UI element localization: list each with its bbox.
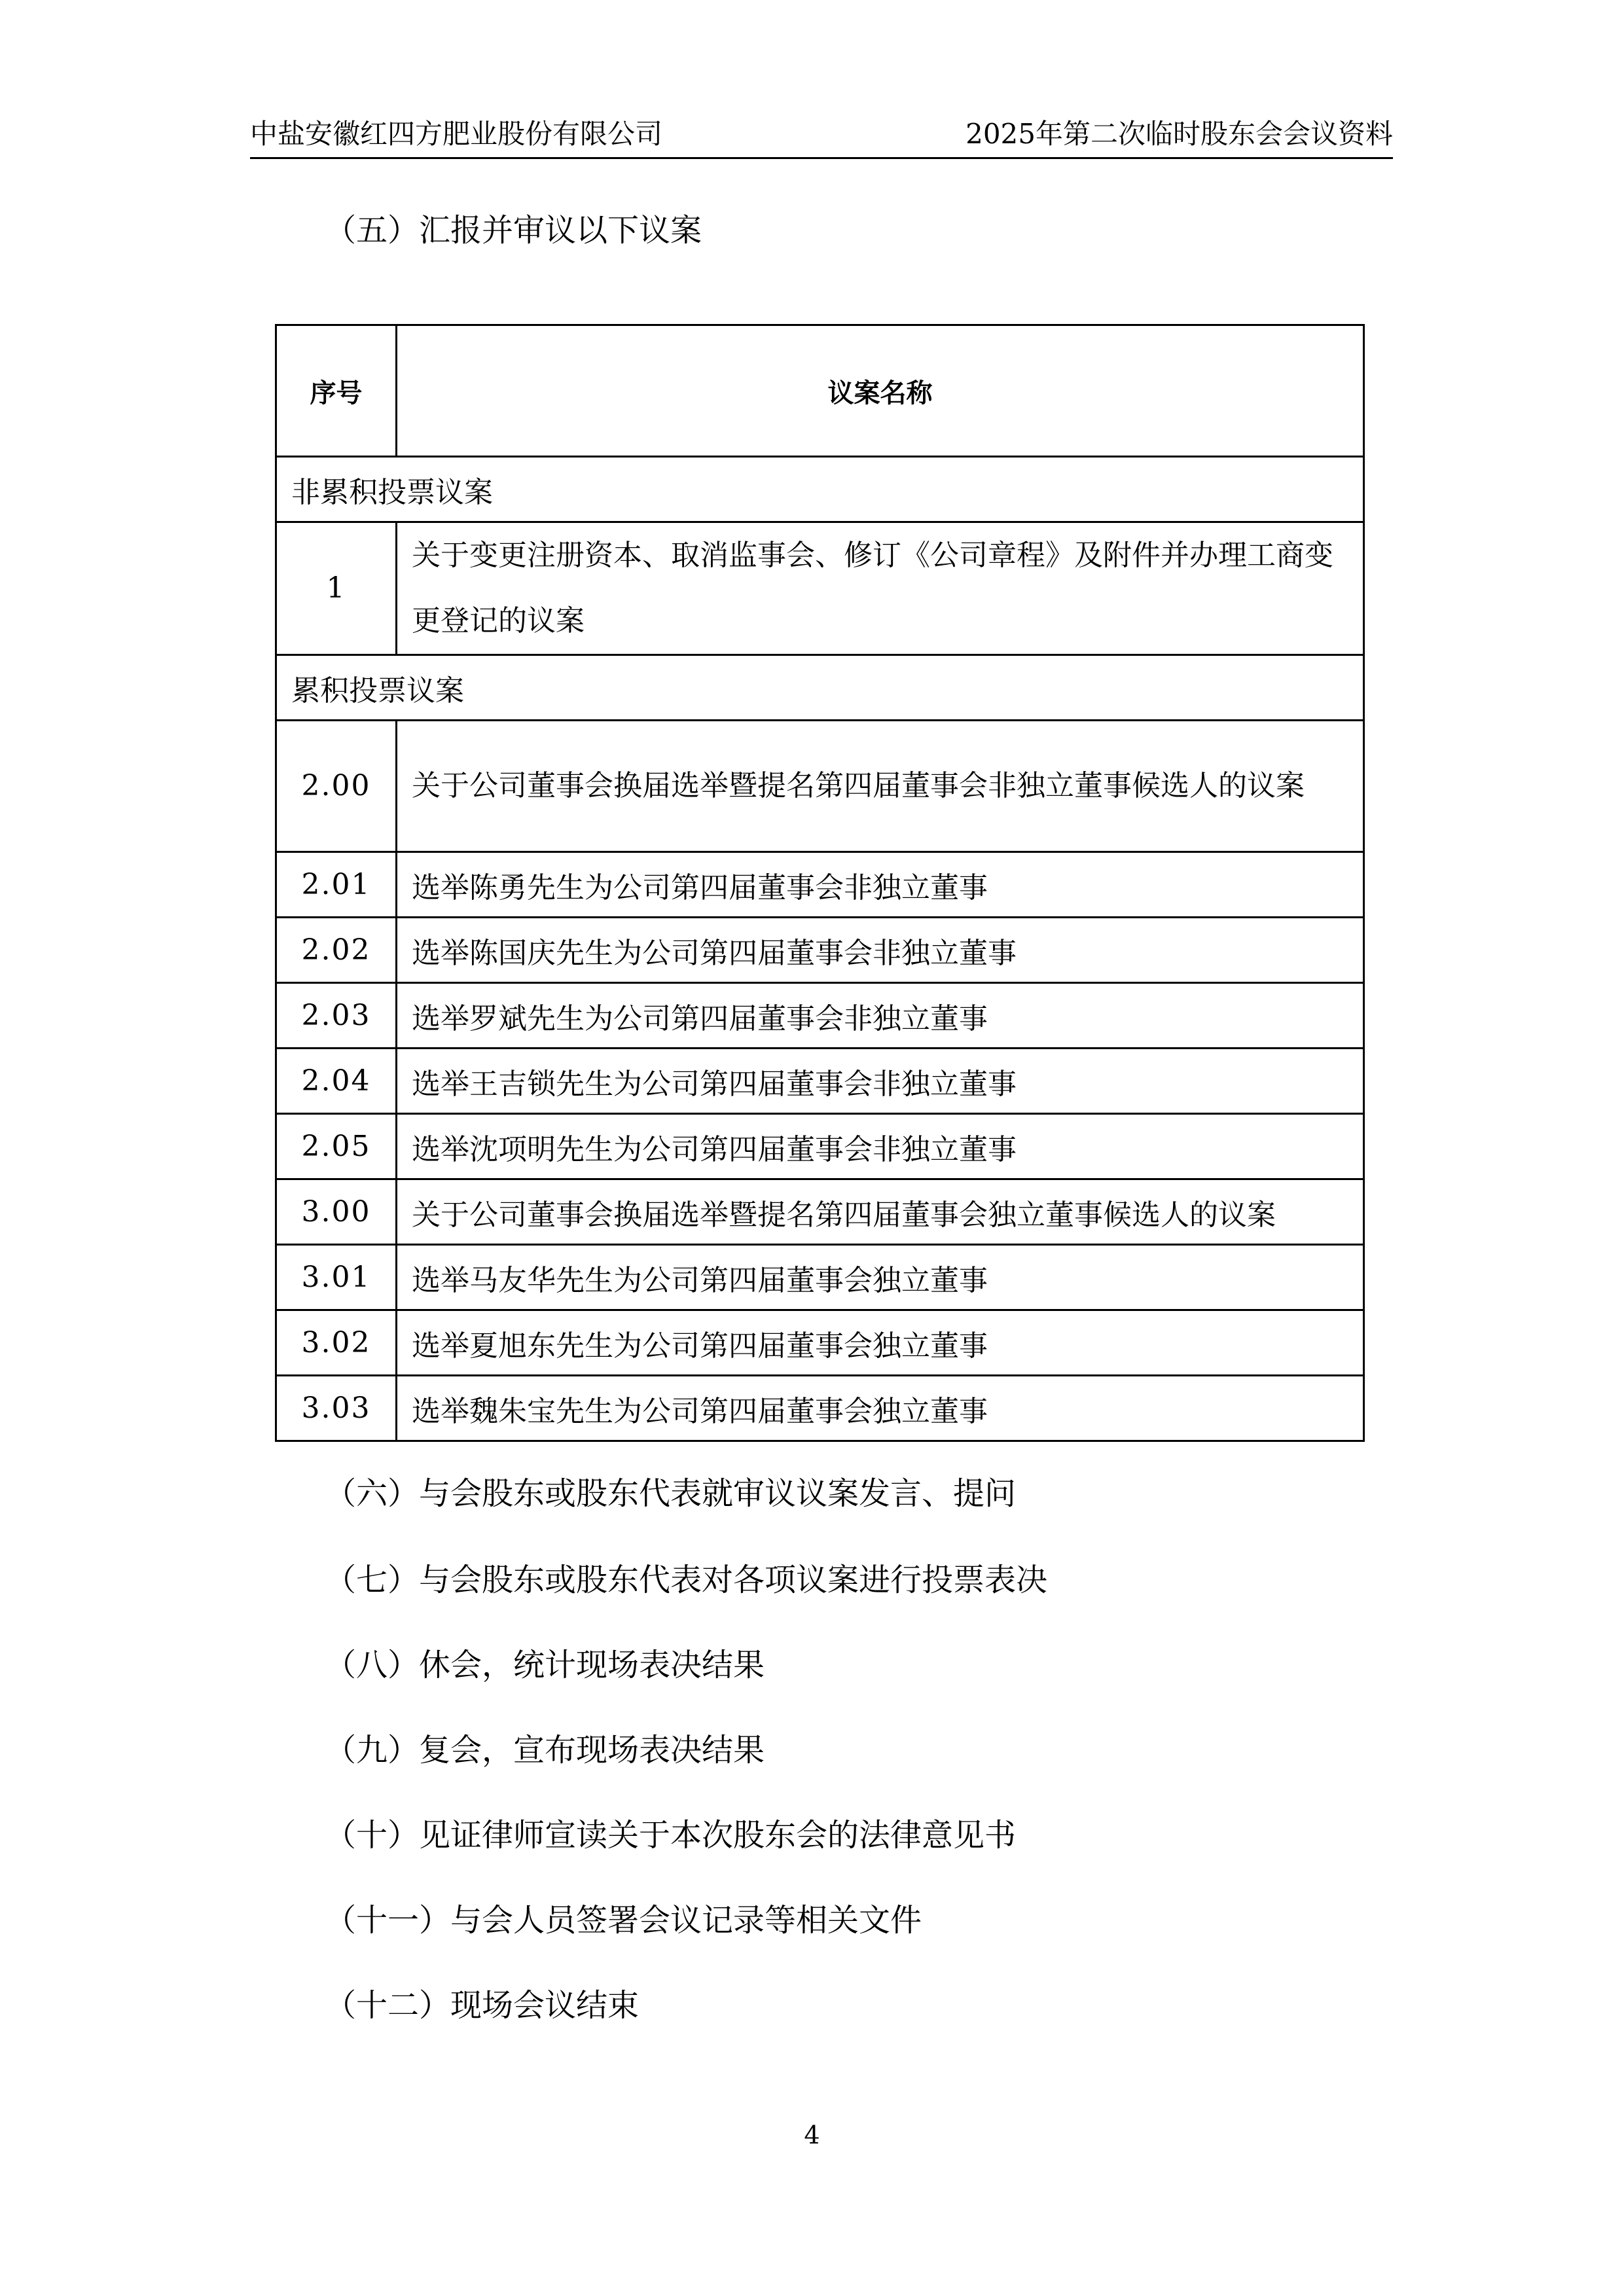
company-name: 中盐安徽红四方肥业股份有限公司	[250, 118, 663, 150]
agenda-item-ten: （十）见证律师宣读关于本次股东会的法律意见书	[325, 1817, 1017, 1854]
agenda-table	[275, 324, 1365, 1442]
row-no: 2.04	[276, 1049, 397, 1114]
row-name: 选举王吉锁先生为公司第四届董事会非独立董事	[397, 1049, 1364, 1114]
row-name: 关于公司董事会换届选举暨提名第四届董事会非独立董事候选人的议案	[397, 721, 1364, 852]
table-row	[276, 1049, 1364, 1114]
non-cumulative-section-row	[276, 457, 1364, 522]
section-five-heading: （五）汇报并审议以下议案	[325, 212, 702, 249]
row-name: 选举陈国庆先生为公司第四届董事会非独立董事	[397, 918, 1364, 983]
table-row	[276, 522, 1364, 655]
row-no: 3.01	[276, 1245, 397, 1310]
table-row	[276, 983, 1364, 1049]
row-no: 2.01	[276, 852, 397, 918]
row-name: 选举夏旭东先生为公司第四届董事会独立董事	[397, 1310, 1364, 1376]
table-header-row	[276, 325, 1364, 457]
row-name: 选举沈项明先生为公司第四届董事会非独立董事	[397, 1114, 1364, 1179]
row-no: 2.00	[276, 721, 397, 852]
row-no: 2.03	[276, 983, 397, 1049]
table-row	[276, 918, 1364, 983]
agenda-item-eleven: （十一）与会人员签署会议记录等相关文件	[325, 1902, 922, 1939]
col-name-header: 议案名称	[397, 325, 1364, 457]
agenda-item-seven: （七）与会股东或股东代表对各项议案进行投票表决	[325, 1562, 1048, 1598]
table-row	[276, 1179, 1364, 1245]
row-no: 3.03	[276, 1376, 397, 1441]
page-header	[250, 111, 1393, 159]
document-title: 2025年第二次临时股东会会议资料	[965, 118, 1393, 150]
row-no: 2.05	[276, 1114, 397, 1179]
row-name: 选举陈勇先生为公司第四届董事会非独立董事	[397, 852, 1364, 918]
table-row	[276, 1245, 1364, 1310]
row-name: 关于公司董事会换届选举暨提名第四届董事会独立董事候选人的议案	[397, 1179, 1364, 1245]
agenda-item-nine: （九）复会，宣布现场表决结果	[325, 1732, 765, 1768]
table-row	[276, 852, 1364, 918]
page-number: 4	[804, 2121, 820, 2149]
row-name: 选举魏朱宝先生为公司第四届董事会独立董事	[397, 1376, 1364, 1441]
row-no: 3.00	[276, 1179, 397, 1245]
cumulative-label: 累积投票议案	[276, 655, 1364, 721]
row-name: 选举马友华先生为公司第四届董事会独立董事	[397, 1245, 1364, 1310]
row-no: 3.02	[276, 1310, 397, 1376]
row-name: 关于变更注册资本、取消监事会、修订《公司章程》及附件并办理工商变更登记的议案	[397, 522, 1364, 655]
table-row	[276, 1114, 1364, 1179]
row-no: 2.02	[276, 918, 397, 983]
agenda-item-six: （六）与会股东或股东代表就审议议案发言、提问	[325, 1475, 1017, 1512]
row-name: 选举罗斌先生为公司第四届董事会非独立董事	[397, 983, 1364, 1049]
table-row	[276, 1310, 1364, 1376]
agenda-item-twelve: （十二）现场会议结束	[325, 1987, 640, 2024]
table-row	[276, 1376, 1364, 1441]
non-cumulative-label: 非累积投票议案	[276, 457, 1364, 522]
table-row	[276, 721, 1364, 852]
cumulative-section-row	[276, 655, 1364, 721]
col-no-header: 序号	[276, 325, 397, 457]
row-no: 1	[276, 522, 397, 655]
agenda-item-eight: （八）休会，统计现场表决结果	[325, 1647, 765, 1683]
